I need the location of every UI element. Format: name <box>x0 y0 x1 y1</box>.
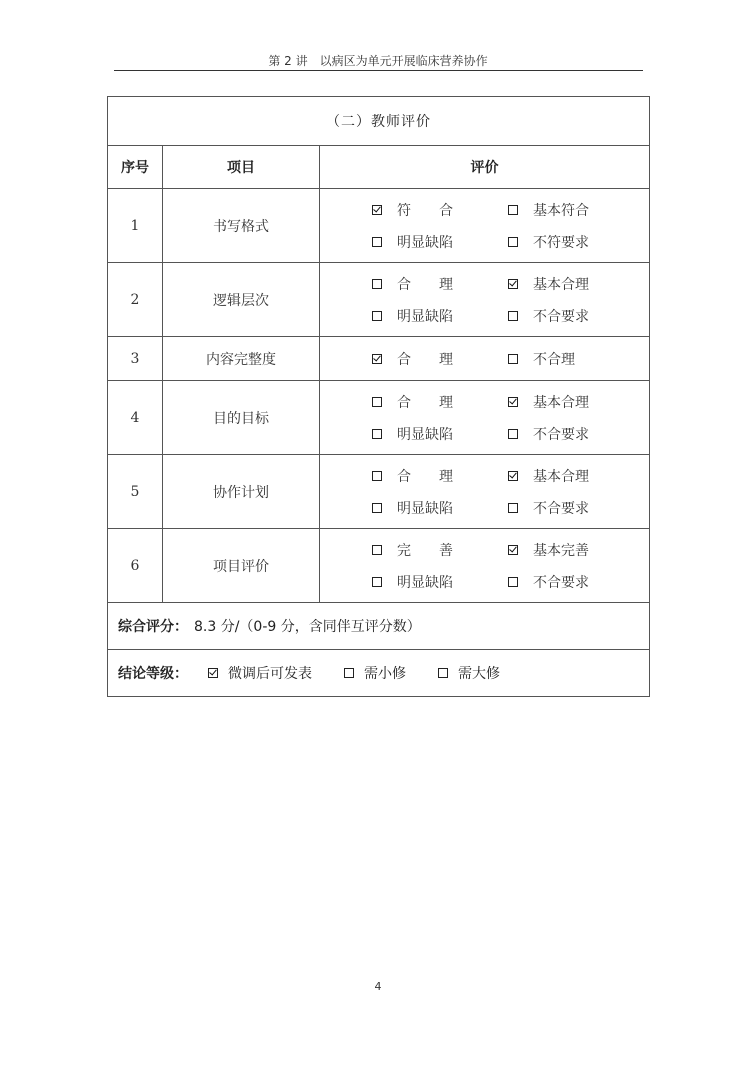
option-label: 不合要求 <box>533 500 589 517</box>
option[interactable] <box>372 498 508 518</box>
header-rule <box>114 70 643 71</box>
checkbox[interactable] <box>372 397 382 407</box>
table-row <box>108 529 650 603</box>
row-item: 逻辑层次 <box>163 263 320 337</box>
option[interactable] <box>508 232 644 252</box>
checkbox[interactable] <box>372 205 382 215</box>
option[interactable] <box>508 424 644 444</box>
column-header-evaluation: 评价 <box>320 146 650 189</box>
option[interactable] <box>508 274 644 294</box>
checkbox[interactable] <box>508 311 518 321</box>
option-label: 需大修 <box>458 666 500 682</box>
option-label: 明显缺陷 <box>397 426 453 443</box>
checkbox[interactable] <box>508 471 518 481</box>
option[interactable] <box>372 306 508 326</box>
option-label: 完 善 <box>397 542 453 559</box>
teacher-evaluation-table <box>107 96 650 697</box>
option[interactable] <box>508 466 644 486</box>
option-label: 不合要求 <box>533 308 589 325</box>
checkbox[interactable] <box>372 503 382 513</box>
table-row <box>108 189 650 263</box>
option-label: 明显缺陷 <box>397 574 453 591</box>
page-header: 第 2 讲 以病区为单元开展临床营养协作 <box>268 54 488 68</box>
option[interactable] <box>372 540 508 560</box>
checkbox[interactable] <box>508 503 518 513</box>
option[interactable] <box>508 306 644 326</box>
checkbox[interactable] <box>438 668 448 678</box>
checkbox[interactable] <box>508 205 518 215</box>
checkbox[interactable] <box>508 429 518 439</box>
overall-score-value: 8.3 分/（0-9 分，含同伴互评分数） <box>194 619 421 635</box>
option-label: 明显缺陷 <box>397 308 453 325</box>
row-item: 协作计划 <box>163 455 320 529</box>
row-number: 2 <box>108 263 163 337</box>
row-number: 6 <box>108 529 163 603</box>
option-label: 合 理 <box>397 351 453 368</box>
table-row <box>108 337 650 381</box>
evaluation-options <box>320 455 650 529</box>
option[interactable] <box>508 200 644 220</box>
row-number: 5 <box>108 455 163 529</box>
overall-score-label: 综合评分： <box>118 619 188 635</box>
option-label: 需小修 <box>364 666 406 682</box>
checkbox[interactable] <box>372 577 382 587</box>
table-row <box>108 263 650 337</box>
option[interactable] <box>372 572 508 592</box>
checkbox[interactable] <box>372 429 382 439</box>
checkbox[interactable] <box>508 279 518 289</box>
option-label: 基本符合 <box>533 202 589 219</box>
option[interactable] <box>508 572 644 592</box>
checkbox[interactable] <box>508 545 518 555</box>
option[interactable] <box>372 200 508 220</box>
row-item: 内容完整度 <box>163 337 320 381</box>
evaluation-options <box>320 337 650 381</box>
option[interactable] <box>372 232 508 252</box>
table-row <box>108 455 650 529</box>
checkbox[interactable] <box>508 354 518 364</box>
row-number: 1 <box>108 189 163 263</box>
option-label: 合 理 <box>397 394 453 411</box>
row-item: 目的目标 <box>163 381 320 455</box>
table-row <box>108 381 650 455</box>
option-label: 微调后可发表 <box>228 666 312 682</box>
row-number: 4 <box>108 381 163 455</box>
option[interactable] <box>438 663 500 683</box>
checkbox[interactable] <box>372 311 382 321</box>
checkbox[interactable] <box>344 668 354 678</box>
option-label: 明显缺陷 <box>397 234 453 251</box>
checkbox[interactable] <box>508 397 518 407</box>
checkbox[interactable] <box>372 279 382 289</box>
option-label: 不合要求 <box>533 574 589 591</box>
option[interactable] <box>508 392 644 412</box>
page-number: 4 <box>374 980 382 993</box>
evaluation-options <box>320 529 650 603</box>
checkbox[interactable] <box>508 577 518 587</box>
overall-score <box>108 603 650 650</box>
option-label: 明显缺陷 <box>397 500 453 517</box>
checkbox[interactable] <box>208 668 218 678</box>
evaluation-options <box>320 381 650 455</box>
checkbox[interactable] <box>372 354 382 364</box>
option-label: 不合要求 <box>533 426 589 443</box>
column-header-number: 序号 <box>108 146 163 189</box>
option-label: 合 理 <box>397 276 453 293</box>
table-title: （二）教师评价 <box>108 97 650 146</box>
option[interactable] <box>372 349 508 369</box>
conclusion-grade <box>108 650 650 697</box>
option-label: 合 理 <box>397 468 453 485</box>
column-header-item: 项目 <box>163 146 320 189</box>
row-item: 书写格式 <box>163 189 320 263</box>
option[interactable] <box>508 498 644 518</box>
checkbox[interactable] <box>508 237 518 247</box>
option-label: 基本合理 <box>533 394 589 411</box>
evaluation-options <box>320 263 650 337</box>
option-label: 符 合 <box>397 202 453 219</box>
option[interactable] <box>508 540 644 560</box>
checkbox[interactable] <box>372 471 382 481</box>
evaluation-options <box>320 189 650 263</box>
conclusion-label: 结论等级： <box>118 666 188 682</box>
option[interactable] <box>372 424 508 444</box>
row-item: 项目评价 <box>163 529 320 603</box>
option-label: 基本完善 <box>533 542 589 559</box>
option-label: 不合理 <box>533 351 575 368</box>
option[interactable] <box>344 663 406 683</box>
option[interactable] <box>372 392 508 412</box>
option-label: 基本合理 <box>533 468 589 485</box>
option-label: 不符要求 <box>533 234 589 251</box>
option[interactable] <box>508 349 644 369</box>
option-label: 基本合理 <box>533 276 589 293</box>
option[interactable] <box>208 663 312 683</box>
option[interactable] <box>372 466 508 486</box>
row-number: 3 <box>108 337 163 381</box>
checkbox[interactable] <box>372 545 382 555</box>
checkbox[interactable] <box>372 237 382 247</box>
option[interactable] <box>372 274 508 294</box>
